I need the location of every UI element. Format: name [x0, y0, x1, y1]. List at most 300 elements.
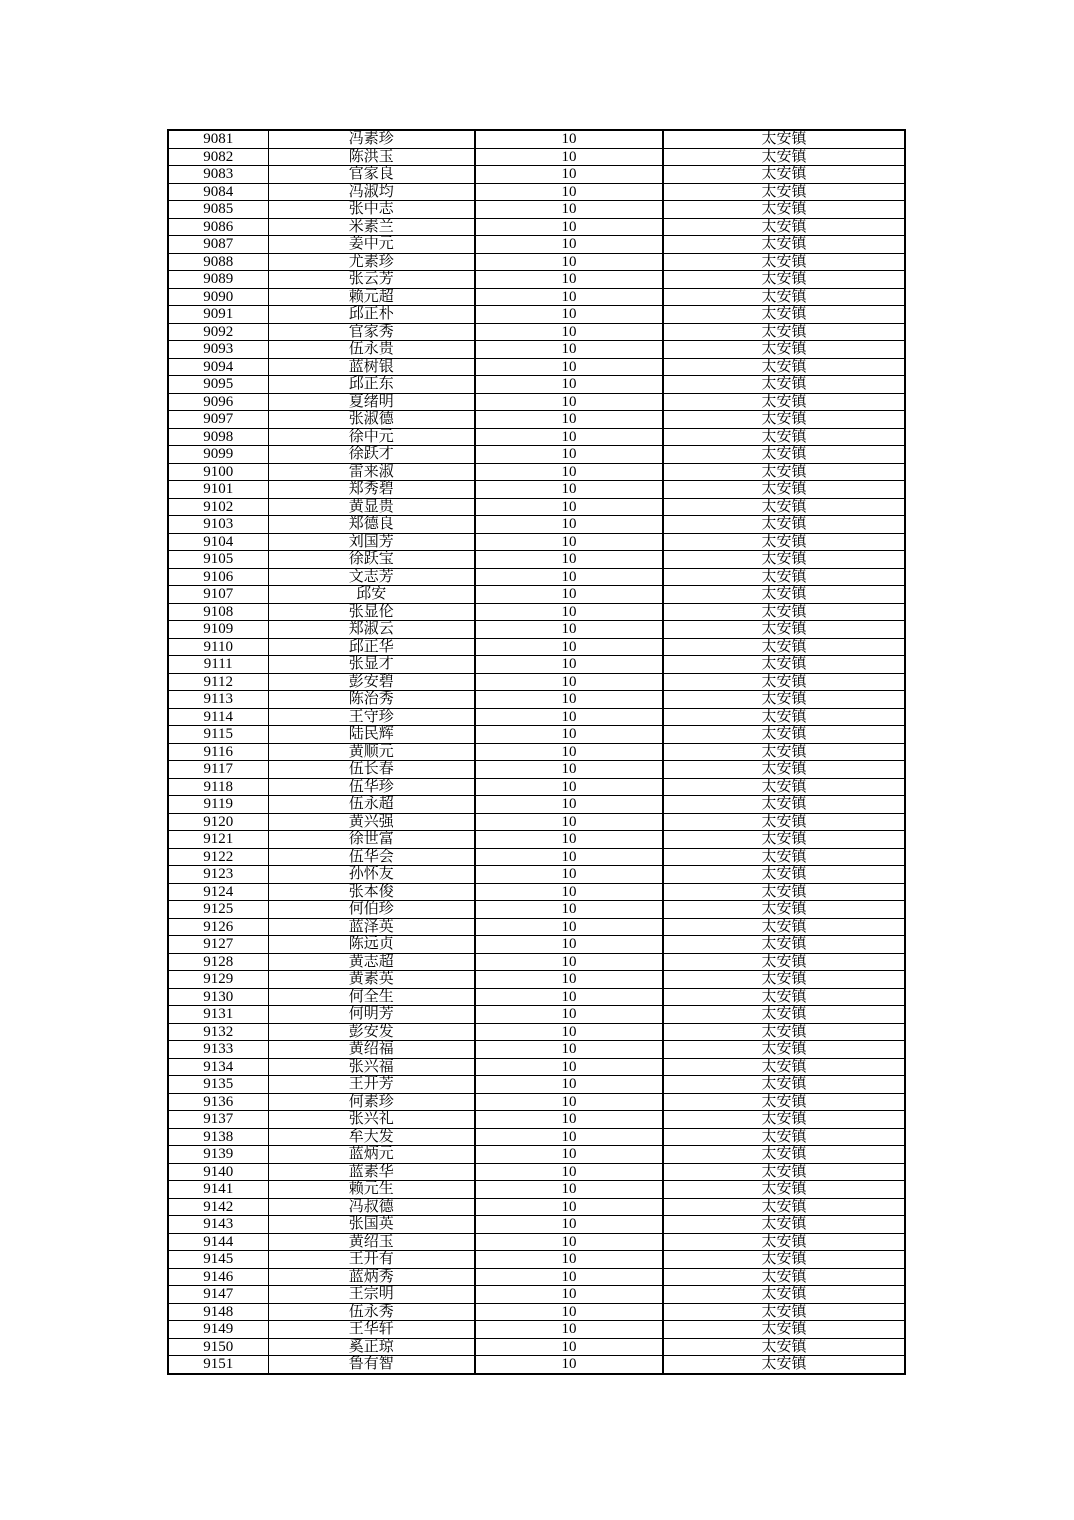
town-cell: 太安镇 — [663, 691, 905, 709]
amount-cell: 10 — [475, 1233, 663, 1251]
name-cell: 张中志 — [268, 201, 475, 219]
town-cell: 太安镇 — [663, 130, 905, 148]
amount-cell: 10 — [475, 148, 663, 166]
name-cell: 米素兰 — [268, 218, 475, 236]
amount-cell: 10 — [475, 1303, 663, 1321]
row-number-cell: 9092 — [168, 323, 268, 341]
town-cell: 太安镇 — [663, 1321, 905, 1339]
amount-cell: 10 — [475, 183, 663, 201]
town-cell: 太安镇 — [663, 183, 905, 201]
amount-cell: 10 — [475, 323, 663, 341]
row-number-cell: 9134 — [168, 1058, 268, 1076]
town-cell: 太安镇 — [663, 901, 905, 919]
amount-cell: 10 — [475, 306, 663, 324]
row-number-cell: 9144 — [168, 1233, 268, 1251]
name-cell: 邱正朴 — [268, 306, 475, 324]
table-row — [168, 288, 905, 306]
town-cell: 太安镇 — [663, 1093, 905, 1111]
row-number-cell: 9088 — [168, 253, 268, 271]
amount-cell: 10 — [475, 621, 663, 639]
name-cell: 王宗明 — [268, 1286, 475, 1304]
row-number-cell: 9142 — [168, 1198, 268, 1216]
table-row — [168, 918, 905, 936]
amount-cell: 10 — [475, 1146, 663, 1164]
name-cell: 伍长春 — [268, 761, 475, 779]
table-row — [168, 1041, 905, 1059]
table-row — [168, 568, 905, 586]
row-number-cell: 9135 — [168, 1076, 268, 1094]
row-number-cell: 9145 — [168, 1251, 268, 1269]
town-cell: 太安镇 — [663, 813, 905, 831]
town-cell: 太安镇 — [663, 1268, 905, 1286]
name-cell: 官家秀 — [268, 323, 475, 341]
name-cell: 张本俊 — [268, 883, 475, 901]
row-number-cell: 9110 — [168, 638, 268, 656]
name-cell: 黄兴强 — [268, 813, 475, 831]
row-number-cell: 9151 — [168, 1356, 268, 1374]
row-number-cell: 9090 — [168, 288, 268, 306]
row-number-cell: 9148 — [168, 1303, 268, 1321]
amount-cell: 10 — [475, 481, 663, 499]
name-cell: 徐跃宝 — [268, 551, 475, 569]
table-row — [168, 603, 905, 621]
row-number-cell: 9121 — [168, 831, 268, 849]
town-cell: 太安镇 — [663, 1303, 905, 1321]
table-row — [168, 358, 905, 376]
amount-cell: 10 — [475, 656, 663, 674]
table-row — [168, 1058, 905, 1076]
table-row — [168, 953, 905, 971]
records-table-body — [168, 130, 905, 1374]
town-cell: 太安镇 — [663, 1111, 905, 1129]
name-cell: 赖元超 — [268, 288, 475, 306]
name-cell: 黄素英 — [268, 971, 475, 989]
name-cell: 黄绍玉 — [268, 1233, 475, 1251]
town-cell: 太安镇 — [663, 953, 905, 971]
town-cell: 太安镇 — [663, 761, 905, 779]
amount-cell: 10 — [475, 796, 663, 814]
name-cell: 何全生 — [268, 988, 475, 1006]
table-row — [168, 743, 905, 761]
name-cell: 陆民辉 — [268, 726, 475, 744]
amount-cell: 10 — [475, 708, 663, 726]
name-cell: 何伯珍 — [268, 901, 475, 919]
town-cell: 太安镇 — [663, 358, 905, 376]
table-row — [168, 778, 905, 796]
town-cell: 太安镇 — [663, 551, 905, 569]
amount-cell: 10 — [475, 376, 663, 394]
row-number-cell: 9130 — [168, 988, 268, 1006]
table-row — [168, 551, 905, 569]
name-cell: 黄顺元 — [268, 743, 475, 761]
name-cell: 刘国芳 — [268, 533, 475, 551]
name-cell: 黄志超 — [268, 953, 475, 971]
town-cell: 太安镇 — [663, 1163, 905, 1181]
name-cell: 冯叔德 — [268, 1198, 475, 1216]
table-row — [168, 306, 905, 324]
table-row — [168, 866, 905, 884]
amount-cell: 10 — [475, 848, 663, 866]
amount-cell: 10 — [475, 673, 663, 691]
row-number-cell: 9096 — [168, 393, 268, 411]
amount-cell: 10 — [475, 1321, 663, 1339]
name-cell: 邱安 — [268, 586, 475, 604]
name-cell: 蓝素华 — [268, 1163, 475, 1181]
row-number-cell: 9102 — [168, 498, 268, 516]
town-cell: 太安镇 — [663, 778, 905, 796]
name-cell: 官家良 — [268, 166, 475, 184]
name-cell: 郑德良 — [268, 516, 475, 534]
town-cell: 太安镇 — [663, 1041, 905, 1059]
amount-cell: 10 — [475, 1093, 663, 1111]
town-cell: 太安镇 — [663, 988, 905, 1006]
row-number-cell: 9127 — [168, 936, 268, 954]
table-row — [168, 1321, 905, 1339]
name-cell: 鲁有智 — [268, 1356, 475, 1374]
amount-cell: 10 — [475, 1128, 663, 1146]
name-cell: 徐跃才 — [268, 446, 475, 464]
amount-cell: 10 — [475, 936, 663, 954]
row-number-cell: 9117 — [168, 761, 268, 779]
town-cell: 太安镇 — [663, 393, 905, 411]
name-cell: 张云芳 — [268, 271, 475, 289]
table-row — [168, 726, 905, 744]
town-cell: 太安镇 — [663, 498, 905, 516]
amount-cell: 10 — [475, 498, 663, 516]
row-number-cell: 9125 — [168, 901, 268, 919]
name-cell: 陈治秀 — [268, 691, 475, 709]
town-cell: 太安镇 — [663, 708, 905, 726]
town-cell: 太安镇 — [663, 673, 905, 691]
amount-cell: 10 — [475, 358, 663, 376]
name-cell: 张显才 — [268, 656, 475, 674]
amount-cell: 10 — [475, 1356, 663, 1374]
amount-cell: 10 — [475, 218, 663, 236]
row-number-cell: 9137 — [168, 1111, 268, 1129]
amount-cell: 10 — [475, 288, 663, 306]
town-cell: 太安镇 — [663, 306, 905, 324]
name-cell: 张兴福 — [268, 1058, 475, 1076]
row-number-cell: 9150 — [168, 1338, 268, 1356]
row-number-cell: 9120 — [168, 813, 268, 831]
row-number-cell: 9095 — [168, 376, 268, 394]
amount-cell: 10 — [475, 1006, 663, 1024]
name-cell: 徐世富 — [268, 831, 475, 849]
table-row — [168, 341, 905, 359]
town-cell: 太安镇 — [663, 218, 905, 236]
town-cell: 太安镇 — [663, 1128, 905, 1146]
row-number-cell: 9108 — [168, 603, 268, 621]
town-cell: 太安镇 — [663, 428, 905, 446]
name-cell: 王守珍 — [268, 708, 475, 726]
name-cell: 冯素珍 — [268, 130, 475, 148]
table-row — [168, 813, 905, 831]
town-cell: 太安镇 — [663, 516, 905, 534]
name-cell: 伍华会 — [268, 848, 475, 866]
row-number-cell: 9107 — [168, 586, 268, 604]
table-row — [168, 656, 905, 674]
row-number-cell: 9149 — [168, 1321, 268, 1339]
table-row — [168, 761, 905, 779]
town-cell: 太安镇 — [663, 1058, 905, 1076]
table-row — [168, 218, 905, 236]
row-number-cell: 9100 — [168, 463, 268, 481]
town-cell: 太安镇 — [663, 656, 905, 674]
town-cell: 太安镇 — [663, 463, 905, 481]
town-cell: 太安镇 — [663, 1076, 905, 1094]
table-row — [168, 148, 905, 166]
name-cell: 王华轩 — [268, 1321, 475, 1339]
town-cell: 太安镇 — [663, 866, 905, 884]
name-cell: 何明芳 — [268, 1006, 475, 1024]
table-row — [168, 901, 905, 919]
name-cell: 王开有 — [268, 1251, 475, 1269]
table-row — [168, 1303, 905, 1321]
amount-cell: 10 — [475, 1216, 663, 1234]
town-cell: 太安镇 — [663, 481, 905, 499]
town-cell: 太安镇 — [663, 1251, 905, 1269]
town-cell: 太安镇 — [663, 638, 905, 656]
row-number-cell: 9089 — [168, 271, 268, 289]
table-row — [168, 1338, 905, 1356]
amount-cell: 10 — [475, 638, 663, 656]
row-number-cell: 9084 — [168, 183, 268, 201]
row-number-cell: 9112 — [168, 673, 268, 691]
amount-cell: 10 — [475, 1111, 663, 1129]
town-cell: 太安镇 — [663, 201, 905, 219]
amount-cell: 10 — [475, 533, 663, 551]
table-row — [168, 1128, 905, 1146]
table-row — [168, 971, 905, 989]
name-cell: 郑淑云 — [268, 621, 475, 639]
name-cell: 陈远贞 — [268, 936, 475, 954]
name-cell: 冯淑均 — [268, 183, 475, 201]
town-cell: 太安镇 — [663, 271, 905, 289]
name-cell: 邱正华 — [268, 638, 475, 656]
amount-cell: 10 — [475, 691, 663, 709]
table-row — [168, 533, 905, 551]
town-cell: 太安镇 — [663, 831, 905, 849]
row-number-cell: 9126 — [168, 918, 268, 936]
amount-cell: 10 — [475, 1268, 663, 1286]
table-row — [168, 936, 905, 954]
name-cell: 尤素珍 — [268, 253, 475, 271]
amount-cell: 10 — [475, 568, 663, 586]
amount-cell: 10 — [475, 901, 663, 919]
table-row — [168, 1163, 905, 1181]
name-cell: 张兴礼 — [268, 1111, 475, 1129]
name-cell: 蓝树银 — [268, 358, 475, 376]
name-cell: 蓝泽英 — [268, 918, 475, 936]
town-cell: 太安镇 — [663, 743, 905, 761]
table-row — [168, 1216, 905, 1234]
row-number-cell: 9105 — [168, 551, 268, 569]
table-row — [168, 411, 905, 429]
row-number-cell: 9085 — [168, 201, 268, 219]
row-number-cell: 9106 — [168, 568, 268, 586]
amount-cell: 10 — [475, 516, 663, 534]
town-cell: 太安镇 — [663, 848, 905, 866]
row-number-cell: 9122 — [168, 848, 268, 866]
amount-cell: 10 — [475, 586, 663, 604]
amount-cell: 10 — [475, 918, 663, 936]
town-cell: 太安镇 — [663, 1006, 905, 1024]
amount-cell: 10 — [475, 446, 663, 464]
name-cell: 奚正琼 — [268, 1338, 475, 1356]
amount-cell: 10 — [475, 778, 663, 796]
name-cell: 赖元生 — [268, 1181, 475, 1199]
table-row — [168, 1111, 905, 1129]
town-cell: 太安镇 — [663, 236, 905, 254]
amount-cell: 10 — [475, 953, 663, 971]
name-cell: 伍永贵 — [268, 341, 475, 359]
row-number-cell: 9083 — [168, 166, 268, 184]
name-cell: 徐中元 — [268, 428, 475, 446]
table-row — [168, 796, 905, 814]
town-cell: 太安镇 — [663, 1233, 905, 1251]
amount-cell: 10 — [475, 130, 663, 148]
amount-cell: 10 — [475, 1076, 663, 1094]
town-cell: 太安镇 — [663, 568, 905, 586]
row-number-cell: 9146 — [168, 1268, 268, 1286]
town-cell: 太安镇 — [663, 1286, 905, 1304]
amount-cell: 10 — [475, 761, 663, 779]
town-cell: 太安镇 — [663, 1356, 905, 1374]
row-number-cell: 9091 — [168, 306, 268, 324]
table-row — [168, 1198, 905, 1216]
amount-cell: 10 — [475, 1023, 663, 1041]
amount-cell: 10 — [475, 1338, 663, 1356]
amount-cell: 10 — [475, 1041, 663, 1059]
name-cell: 彭安碧 — [268, 673, 475, 691]
row-number-cell: 9140 — [168, 1163, 268, 1181]
table-row — [168, 586, 905, 604]
town-cell: 太安镇 — [663, 883, 905, 901]
name-cell: 文志芳 — [268, 568, 475, 586]
records-table — [167, 129, 906, 1375]
table-row — [168, 376, 905, 394]
town-cell: 太安镇 — [663, 796, 905, 814]
amount-cell: 10 — [475, 1251, 663, 1269]
table-row — [168, 201, 905, 219]
row-number-cell: 9101 — [168, 481, 268, 499]
row-number-cell: 9118 — [168, 778, 268, 796]
table-row — [168, 1268, 905, 1286]
table-row — [168, 498, 905, 516]
row-number-cell: 9116 — [168, 743, 268, 761]
row-number-cell: 9138 — [168, 1128, 268, 1146]
name-cell: 姜中元 — [268, 236, 475, 254]
row-number-cell: 9133 — [168, 1041, 268, 1059]
row-number-cell: 9103 — [168, 516, 268, 534]
town-cell: 太安镇 — [663, 621, 905, 639]
name-cell: 蓝炳元 — [268, 1146, 475, 1164]
row-number-cell: 9111 — [168, 656, 268, 674]
name-cell: 伍永秀 — [268, 1303, 475, 1321]
name-cell: 雷来淑 — [268, 463, 475, 481]
table-row — [168, 673, 905, 691]
name-cell: 陈洪玉 — [268, 148, 475, 166]
town-cell: 太安镇 — [663, 1216, 905, 1234]
town-cell: 太安镇 — [663, 411, 905, 429]
row-number-cell: 9098 — [168, 428, 268, 446]
table-row — [168, 428, 905, 446]
amount-cell: 10 — [475, 253, 663, 271]
name-cell: 伍永超 — [268, 796, 475, 814]
table-row — [168, 481, 905, 499]
table-row — [168, 323, 905, 341]
amount-cell: 10 — [475, 1058, 663, 1076]
name-cell: 郑秀碧 — [268, 481, 475, 499]
table-row — [168, 393, 905, 411]
table-row — [168, 621, 905, 639]
town-cell: 太安镇 — [663, 288, 905, 306]
town-cell: 太安镇 — [663, 1198, 905, 1216]
amount-cell: 10 — [475, 236, 663, 254]
row-number-cell: 9141 — [168, 1181, 268, 1199]
row-number-cell: 9139 — [168, 1146, 268, 1164]
town-cell: 太安镇 — [663, 918, 905, 936]
table-row — [168, 848, 905, 866]
row-number-cell: 9104 — [168, 533, 268, 551]
row-number-cell: 9119 — [168, 796, 268, 814]
table-row — [168, 1023, 905, 1041]
row-number-cell: 9113 — [168, 691, 268, 709]
row-number-cell: 9097 — [168, 411, 268, 429]
table-row — [168, 708, 905, 726]
name-cell: 王开芳 — [268, 1076, 475, 1094]
amount-cell: 10 — [475, 971, 663, 989]
town-cell: 太安镇 — [663, 1181, 905, 1199]
table-row — [168, 1146, 905, 1164]
town-cell: 太安镇 — [663, 971, 905, 989]
row-number-cell: 9081 — [168, 130, 268, 148]
amount-cell: 10 — [475, 726, 663, 744]
town-cell: 太安镇 — [663, 446, 905, 464]
row-number-cell: 9124 — [168, 883, 268, 901]
table-row — [168, 1076, 905, 1094]
name-cell: 蓝炳秀 — [268, 1268, 475, 1286]
town-cell: 太安镇 — [663, 253, 905, 271]
row-number-cell: 9082 — [168, 148, 268, 166]
town-cell: 太安镇 — [663, 1146, 905, 1164]
town-cell: 太安镇 — [663, 603, 905, 621]
row-number-cell: 9086 — [168, 218, 268, 236]
town-cell: 太安镇 — [663, 936, 905, 954]
row-number-cell: 9128 — [168, 953, 268, 971]
table-row — [168, 1356, 905, 1374]
name-cell: 张淑德 — [268, 411, 475, 429]
amount-cell: 10 — [475, 813, 663, 831]
amount-cell: 10 — [475, 988, 663, 1006]
table-row — [168, 183, 905, 201]
table-row — [168, 253, 905, 271]
town-cell: 太安镇 — [663, 586, 905, 604]
table-row — [168, 638, 905, 656]
town-cell: 太安镇 — [663, 148, 905, 166]
name-cell: 夏绪明 — [268, 393, 475, 411]
name-cell: 邱正东 — [268, 376, 475, 394]
name-cell: 黄显贵 — [268, 498, 475, 516]
amount-cell: 10 — [475, 271, 663, 289]
amount-cell: 10 — [475, 866, 663, 884]
row-number-cell: 9132 — [168, 1023, 268, 1041]
row-number-cell: 9115 — [168, 726, 268, 744]
amount-cell: 10 — [475, 831, 663, 849]
row-number-cell: 9136 — [168, 1093, 268, 1111]
amount-cell: 10 — [475, 603, 663, 621]
row-number-cell: 9093 — [168, 341, 268, 359]
